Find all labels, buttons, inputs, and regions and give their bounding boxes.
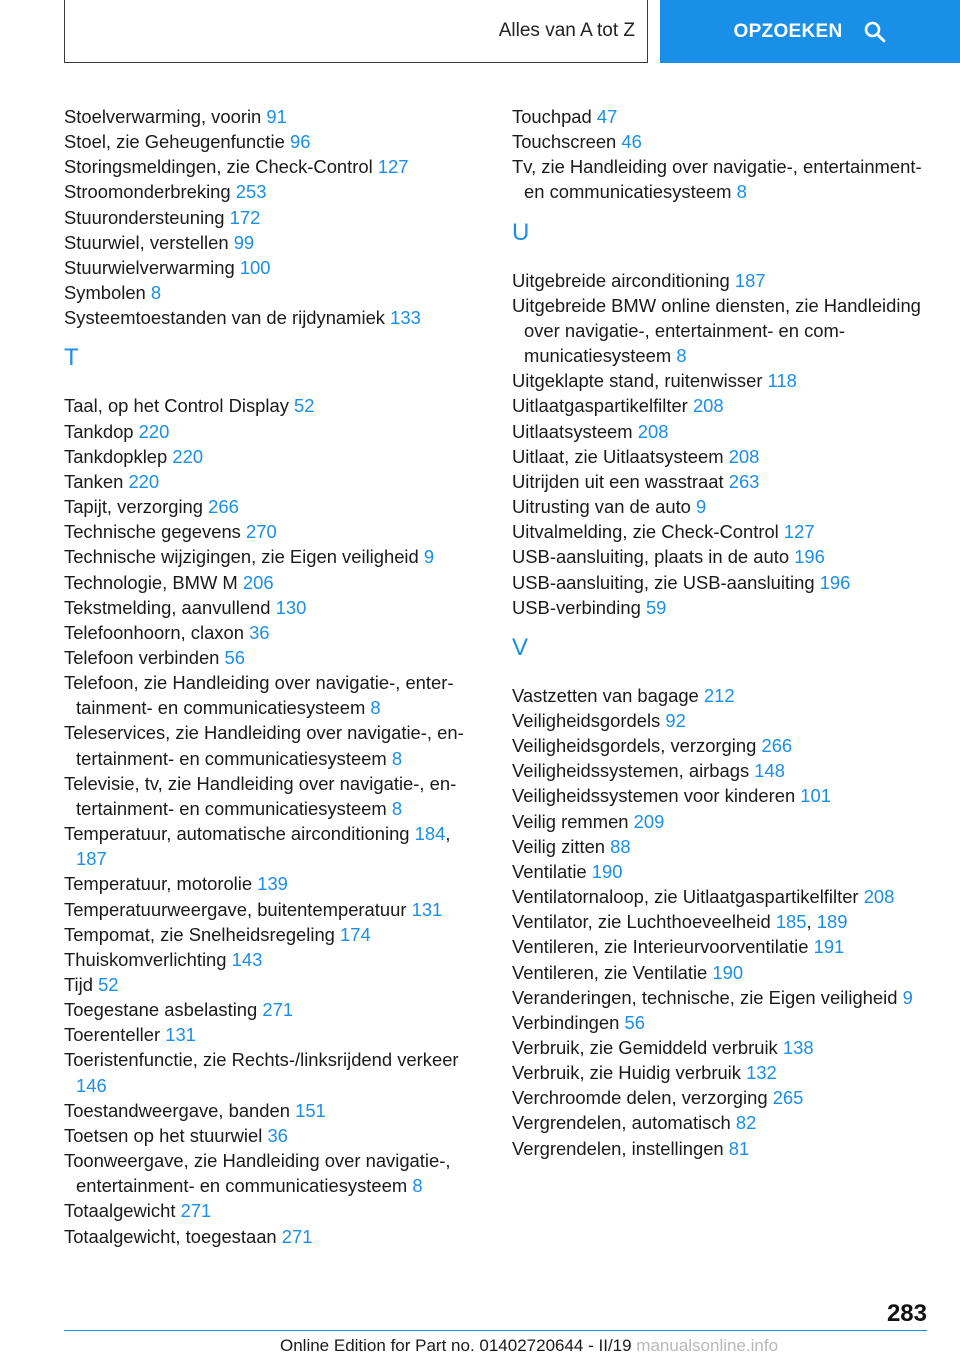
index-entry xyxy=(512,1035,932,1060)
index-entry xyxy=(512,1060,932,1085)
index-entry-text: Televisie, tv, zie Handleiding over navigatie-, entertainment- en communicatiesysteem xyxy=(64,772,457,819)
page-link[interactable]: 56 xyxy=(224,646,246,668)
page-link[interactable]: 100 xyxy=(239,256,271,278)
page-link[interactable]: 52 xyxy=(98,974,119,995)
index-entry-text: Uitrusting van de auto xyxy=(512,496,691,518)
index-entry-text: Totaalgewicht, toegestaan xyxy=(64,1225,277,1247)
index-entry xyxy=(512,708,932,733)
index-entry-text: Veilig remmen xyxy=(512,810,629,832)
search-icon xyxy=(863,20,887,44)
index-entry: Temperatuur, automatische airconditioning 184, 187 xyxy=(64,823,451,870)
index-entry xyxy=(64,519,484,544)
index-entry-text: Systeemtoestanden van de rijdynamiek xyxy=(64,307,385,329)
page-link[interactable]: 8 xyxy=(736,181,747,203)
page-link[interactable]: 118 xyxy=(767,370,797,392)
index-entry-text: Technologie, BMW M xyxy=(64,571,238,593)
page-link[interactable]: 36 xyxy=(267,1124,288,1146)
index-entry-text: Telefoon, zie Handleiding over navigatie-, entertainment- en communicatiesysteem xyxy=(64,672,454,719)
page-link[interactable]: 91 xyxy=(266,106,287,127)
index-entry-text: Toetsen op het stuurwiel xyxy=(64,1124,263,1146)
index-entry xyxy=(64,922,484,947)
index-entry-text: Thuiskomverlichting xyxy=(64,948,227,970)
page-link[interactable]: 96 xyxy=(289,131,311,153)
index-entry xyxy=(512,1136,932,1161)
page-link[interactable]: 206 xyxy=(242,571,274,593)
index-entry xyxy=(64,720,484,770)
index-entry-text: Tapijt, verzorging xyxy=(64,496,204,518)
index-entry-text: Stuurwiel, verstellen xyxy=(64,231,229,253)
index-entry xyxy=(512,268,932,293)
index-entry-text: Veiligheidsgordels xyxy=(512,709,661,731)
index-entry xyxy=(512,469,932,494)
index-tab[interactable] xyxy=(64,0,648,63)
index-entry-text: Veiligheidssystemen, airbags xyxy=(512,760,750,782)
index-entry xyxy=(64,255,484,280)
index-entry xyxy=(64,997,484,1022)
index-entry-text: Veilig zitten xyxy=(512,835,606,857)
index-entry-text: Uitlaat, zie Uitlaatsysteem xyxy=(512,445,724,467)
index-entry xyxy=(512,1085,932,1110)
page-link[interactable]: 266 xyxy=(208,496,239,518)
index-entry xyxy=(64,230,484,255)
page-link[interactable]: 196 xyxy=(819,571,851,593)
page-link[interactable]: 9 xyxy=(902,986,913,1008)
page-link[interactable]: 88 xyxy=(610,835,631,857)
index-entry xyxy=(512,293,932,368)
index-entry-text: Tankdopklep xyxy=(64,445,168,467)
page-link[interactable]: 8 xyxy=(150,282,162,304)
page-link[interactable]: 131 xyxy=(411,898,443,920)
page-link[interactable]: 190 xyxy=(712,961,744,983)
page-link[interactable]: 253 xyxy=(235,181,267,203)
index-entry-text: Tankdop xyxy=(64,420,134,442)
index-entry-text: Telefoon verbinden xyxy=(64,646,220,668)
index-entry-text: USB-aansluiting, plaats in de auto xyxy=(512,546,790,568)
page-link[interactable]: 189 xyxy=(816,911,848,933)
index-entry-text: Stroomonderbreking xyxy=(64,181,231,203)
index-entry-text: Uitlaatgaspartikelfilter xyxy=(512,395,688,417)
index-entry xyxy=(64,570,484,595)
index-entry xyxy=(64,595,484,620)
index-entry xyxy=(512,809,932,834)
index-entry xyxy=(64,1022,484,1047)
index-entry-text: Tv, zie Handleiding over navigatie-, entertainment- en communicatiesysteem xyxy=(512,156,922,203)
page-link[interactable]: 220 xyxy=(172,445,204,467)
index-entry-text: Touchpad xyxy=(512,106,592,127)
page-link[interactable]: 130 xyxy=(275,596,307,618)
index-entry-text: Taal, op het Control Display xyxy=(64,395,289,417)
index-entry-text: Touchscreen xyxy=(512,131,617,153)
index-entry xyxy=(512,834,932,859)
index-entry xyxy=(64,1224,484,1249)
index-entry xyxy=(64,1098,484,1123)
index-entry xyxy=(64,972,484,997)
index-entry xyxy=(64,494,484,519)
page-link[interactable]: 271 xyxy=(180,1200,212,1222)
page-link[interactable]: 8 xyxy=(676,345,687,367)
index-entry xyxy=(64,620,484,645)
index-entry-text: Toeristenfunctie, zie Rechts-/linksrijdend verkeer xyxy=(64,1049,459,1071)
index-entry-text: Telefoonhoorn, claxon xyxy=(64,621,244,643)
page-link[interactable]: 52 xyxy=(294,395,315,417)
index-entry-text: Stuurwielverwarming xyxy=(64,256,235,278)
index-entry xyxy=(512,683,932,708)
page-link[interactable]: 271 xyxy=(281,1225,313,1247)
page-link[interactable]: 127 xyxy=(783,521,815,543)
index-entry-text: Veiligheidsgordels, verzorging xyxy=(512,735,757,757)
page-link[interactable]: 131 xyxy=(165,1024,196,1046)
page-link[interactable]: 265 xyxy=(772,1087,804,1109)
index-entry-text: Toestandweergave, banden xyxy=(64,1099,290,1121)
index-entry-text: Tekstmelding, aanvullend xyxy=(64,596,271,618)
index-entry xyxy=(64,393,484,418)
index-entry-text: Totaalgewicht xyxy=(64,1200,176,1222)
page-link[interactable]: 138 xyxy=(782,1037,814,1058)
page-link[interactable]: 271 xyxy=(262,999,294,1021)
footer-edition xyxy=(280,1336,778,1356)
page-link[interactable]: 139 xyxy=(257,873,288,895)
index-entry xyxy=(512,104,932,129)
index-entry xyxy=(64,947,484,972)
index-entry-text: Tijd xyxy=(64,974,93,995)
index-entry xyxy=(64,154,484,179)
index-entry-text: Vergrendelen, instellingen xyxy=(512,1137,724,1159)
index-entry xyxy=(512,419,932,444)
page-link[interactable]: 174 xyxy=(340,923,371,945)
index-entry xyxy=(64,897,484,922)
page-link[interactable]: 209 xyxy=(633,810,665,832)
page-link[interactable]: 92 xyxy=(665,709,686,731)
index-entry-text: Storingsmeldingen, zie Check-Control xyxy=(64,156,373,178)
page-link[interactable]: 132 xyxy=(746,1062,777,1084)
page-link[interactable]: 82 xyxy=(735,1112,757,1134)
page-link[interactable]: 172 xyxy=(229,206,261,228)
index-entry xyxy=(512,519,932,544)
index-entry xyxy=(64,1148,484,1198)
page-link[interactable]: 220 xyxy=(138,420,170,442)
footer-divider xyxy=(64,1330,927,1331)
index-entry xyxy=(64,1198,484,1223)
page-link[interactable]: 270 xyxy=(246,521,277,543)
index-entry-text: Technische gegevens xyxy=(64,521,241,543)
index-entry-text: Verbruik, zie Gemiddeld verbruik xyxy=(512,1037,778,1058)
index-entry xyxy=(512,544,932,569)
index-entry xyxy=(64,871,484,896)
page-link[interactable]: 99 xyxy=(233,231,255,253)
index-entry-text: USB-verbinding xyxy=(512,596,641,618)
search-button-label: OPZOEKEN xyxy=(733,20,843,42)
page-link[interactable]: 127 xyxy=(377,156,409,178)
page-link[interactable]: 9 xyxy=(423,546,435,568)
section-letter: V xyxy=(512,633,529,661)
index-entry-text: Ventilatie xyxy=(512,860,587,882)
index-entry xyxy=(512,368,932,393)
page-link[interactable]: 190 xyxy=(591,860,623,882)
index-entry xyxy=(64,419,484,444)
index-entry xyxy=(64,104,484,129)
page-link[interactable]: 212 xyxy=(703,684,735,706)
index-entry xyxy=(64,469,484,494)
page-link[interactable]: 8 xyxy=(412,1175,423,1197)
page-link[interactable]: 8 xyxy=(370,697,381,719)
index-entry xyxy=(64,305,484,330)
index-entry xyxy=(512,985,932,1010)
index-entry xyxy=(512,1010,932,1035)
page-link[interactable]: 208 xyxy=(863,886,895,908)
index-entry-text: Teleservices, zie Handleiding over navigatie-, entertainment- en communicatiesysteem xyxy=(64,722,464,769)
page-link[interactable]: 184 xyxy=(414,823,446,845)
index-entry-text: Tempomat, zie Snelheidsregeling xyxy=(64,923,335,945)
index-entry xyxy=(512,758,932,783)
page-link[interactable]: 187 xyxy=(734,269,766,291)
index-entry-text: Uitrijden uit een wasstraat xyxy=(512,470,724,492)
index-entry xyxy=(64,205,484,230)
index-entry-text: Toegestane asbelasting xyxy=(64,999,258,1021)
index-entry xyxy=(64,129,484,154)
page-link[interactable]: 8 xyxy=(391,747,403,769)
index-entry xyxy=(64,544,484,569)
index-entry xyxy=(512,1110,932,1135)
index-tab-label: Alles van A tot Z xyxy=(498,20,635,41)
page-link[interactable]: 266 xyxy=(761,735,793,757)
index-entry xyxy=(64,280,484,305)
index-entry-text: Temperatuur, automatische airconditioning xyxy=(64,823,410,845)
index-entry-text: Symbolen xyxy=(64,282,146,304)
index-column-left xyxy=(64,104,484,1249)
page-link[interactable]: 187 xyxy=(76,848,107,870)
index-entry-text: Veiligheidssystemen voor kinderen xyxy=(512,785,796,807)
page-link[interactable]: 143 xyxy=(231,948,263,970)
page-link[interactable]: 263 xyxy=(728,470,760,492)
page-link[interactable]: 36 xyxy=(249,621,270,643)
index-entry-text: Toonweergave, zie Handleiding over navigatie-, entertainment- en communicatiesysteem xyxy=(64,1150,451,1197)
page-link[interactable]: 151 xyxy=(295,1099,326,1121)
page-link[interactable]: 208 xyxy=(692,395,724,417)
section-letter: T xyxy=(64,344,79,372)
index-entry-text: Stoel, zie Geheugenfunctie xyxy=(64,131,285,153)
index-entry-text: Veranderingen, technische, zie Eigen veiligheid xyxy=(512,986,898,1008)
index-entry xyxy=(512,570,932,595)
page-link[interactable]: 148 xyxy=(754,760,785,782)
page-number: 283 xyxy=(886,1300,927,1327)
index-entry-text: Stoelverwarming, voorin xyxy=(64,106,262,127)
index-entry xyxy=(64,670,484,720)
section-letter: U xyxy=(512,218,530,246)
page-link[interactable]: 185 xyxy=(775,911,807,933)
index-entry-text: Ventileren, zie Ventilatie xyxy=(512,961,708,983)
page-link[interactable]: 191 xyxy=(813,936,845,958)
index-entry xyxy=(512,154,932,204)
index-entry-text: Uitlaatsysteem xyxy=(512,420,633,442)
index-entry xyxy=(512,444,932,469)
search-button[interactable] xyxy=(660,0,960,63)
index-entry xyxy=(64,645,484,670)
page-link[interactable]: 133 xyxy=(390,307,421,329)
index-entry xyxy=(512,884,932,909)
page-link[interactable]: 208 xyxy=(637,420,669,442)
page-link[interactable]: 59 xyxy=(645,596,667,618)
index-entry-text: Ventilator, zie Luchthoeveelheid xyxy=(512,911,771,933)
index-entry-text: Temperatuurweergave, buitentemperatuur xyxy=(64,898,407,920)
index-entry xyxy=(64,444,484,469)
index-entry-text: Temperatuur, motorolie xyxy=(64,873,253,895)
page-link[interactable]: 146 xyxy=(76,1074,107,1096)
index-entry-text: Tanken xyxy=(64,470,124,492)
index-entry xyxy=(512,733,932,758)
index-entry xyxy=(64,179,484,204)
page-link[interactable]: 101 xyxy=(800,785,831,807)
index-entry-text: Ventileren, zie Interieurvoorventilatie xyxy=(512,936,809,958)
index-entry xyxy=(512,960,932,985)
index-entry xyxy=(512,783,932,808)
index-entry-text: Vastzetten van bagage xyxy=(512,684,699,706)
index-entry: Ventilator, zie Luchthoeveelheid 185, 189 xyxy=(512,911,848,933)
page-link[interactable]: 208 xyxy=(728,445,760,467)
index-entry xyxy=(512,859,932,884)
index-entry-text: Stuurondersteuning xyxy=(64,206,225,228)
page-link[interactable]: 220 xyxy=(128,470,160,492)
index-entry-text: Technische wijzigingen, zie Eigen veiligheid xyxy=(64,546,419,568)
index-entry-text: Verbindingen xyxy=(512,1011,620,1033)
page-link[interactable]: 9 xyxy=(696,496,707,518)
index-entry xyxy=(512,393,932,418)
index-entry-text: Uitgebreide airconditioning xyxy=(512,269,730,291)
index-entry xyxy=(64,771,484,821)
index-column-right xyxy=(512,104,932,1161)
page-link[interactable]: 8 xyxy=(391,797,403,819)
index-entry xyxy=(512,129,932,154)
index-entry-text: Ventilatornaloop, zie Uitlaatgaspartikelfilter xyxy=(512,886,859,908)
page-link[interactable]: 196 xyxy=(794,546,825,568)
index-entry xyxy=(512,494,932,519)
footer-edition-text: Online Edition for Part no. 01402720644 - II/19 xyxy=(280,1336,632,1355)
page-link[interactable]: 47 xyxy=(596,106,618,127)
index-entry-text: Verbruik, zie Huidig verbruik xyxy=(512,1062,741,1084)
index-entry-text: Toerenteller xyxy=(64,1024,161,1046)
index-entry-text: USB-aansluiting, zie USB-aansluiting xyxy=(512,571,815,593)
footer-watermark: manualsonline.info xyxy=(631,1336,779,1355)
index-entry-text: Uitvalmelding, zie Check-Control xyxy=(512,521,779,543)
page-link[interactable]: 46 xyxy=(621,131,642,153)
index-entry xyxy=(512,595,932,620)
index-entry-text: Uitgeklapte stand, ruitenwisser xyxy=(512,370,763,392)
index-entry xyxy=(512,934,932,959)
index-entry xyxy=(64,1047,484,1097)
page-link[interactable]: 81 xyxy=(728,1137,750,1159)
page-link[interactable]: 56 xyxy=(624,1011,645,1033)
index-entry-text: Uitgebreide BMW online diensten, zie Handleiding over navigatie-, entertainment- en communicatiesysteem xyxy=(512,294,921,367)
index-entry-text: Verchroomde delen, verzorging xyxy=(512,1087,768,1109)
index-entry-text: Vergrendelen, automatisch xyxy=(512,1112,731,1134)
index-entry xyxy=(64,1123,484,1148)
